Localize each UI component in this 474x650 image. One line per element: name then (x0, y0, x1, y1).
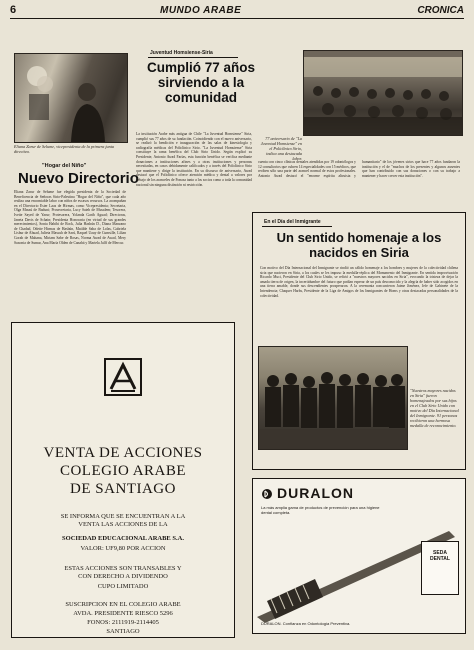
school-shares-ad (11, 322, 235, 638)
ad-quota: CUPO LIMITADO (97, 583, 149, 590)
center-body: La institución Árabe más antigua de Chile "La Juventud Homsiense" Siria, cumplió sus 77 años de su fundación. Coincidiendo con el nuevo aniversario, se realizó la bendición e inauguración de las salas de kinesiología y radiografía médicas del Policlínico Sirio. "La Juventud Homsiense" Siria constituye la rama benéfica del Club Sirio Unido. Según explicó su Presidente, Antonio Awad Farías, esta función benéfica se verifica mediante donaciones a instituciones afines y a otras instituciones y personas necesitadas, en casos debidamente calificados y a través del Policlínico Sirio que mantiene y dirige la institución. En su discurso de aniversario, Awad destacó que el Policlínico ofrece atención médica y dental a valores por debajo de los aranceles de Fonasa tanto a los socios como a toda la comunidad nacional sin ninguna distinción ni restricción. (136, 132, 252, 187)
ad-address: AVDA. PRESIDENTE RIESCO 5296 (73, 610, 173, 617)
duralon-tagline: La más amplia gama de productos de prevención para una higiene dental completa. (261, 505, 380, 515)
president-photo-caption: Eliana Zarur de Selume, vicepresidenta de la primera junta directiva. (14, 144, 114, 154)
right-kicker-rule (262, 226, 332, 227)
center-body-continued: cuenta con cinco clínicas dentales atendidas por 19 odontólogos y 12 consultorios que cubren 14 especialidades con 15 médicos, que reciben sólo una parte del arancel normal de estos profesionales. Antonio Awad destacó el "enorme espíritu altruista y humanitario" de los jóvenes sirios que hace 77 años fundaron la institución y el de "muchos de los presentes y algunos ausentes que han contribuido con sus donaciones o con su trabajo a mantener y hacer crecer esta institución". (258, 160, 460, 178)
floss-label: SEDA DENTAL (430, 550, 450, 562)
ad-phones: FONOS: 2111919-2114405 (87, 619, 159, 626)
duralon-logo-icon (261, 488, 273, 500)
section-title: CRONICA (417, 5, 464, 16)
ceremony-crowd (304, 51, 462, 135)
ad-city: SANTIAGO (106, 628, 140, 635)
ad-subscription: SUSCRIPCION EN EL COLEGIO ARABE (65, 601, 181, 608)
left-body: Eliana Zarur de Selume fue elegida presidenta de la Sociedad de Beneficencia de Señoras Sirio-Palestina "Hogar del Niño", que cada año realiza una encomiable labor con niños de escasos recursos. La acompañan en el Directorio Ester Laas de Hirmas, como Vicepresidenta; Secretaria, Olga Massú de Baduni; Prosecretaria, Lucy Saieh de Musalem; Tesorera, Ivette Sayed de Yarur; Protesorera, Yolanda Garib Aguad; Directoras, Janeta Davis de Schain; Presidenta Honoraria (en virtud de sus grandes merecimientos), Sonia Habibi de Rock, Julia Hasbún D., Diana Manzano de Chadad, Odette Hirmas de Hasbún, Matilde Saba de Lolas, Gabriela Lisbur de Ahuad, Julieta Massuh de Sarú, Raquel Uauy de Cumsille, Lilian Gorab de Mahana, Miriam Sabe de Rosas, Norma Awad de Awad, Mery Saxonia de Sumar, Ana María Olden de Canahá y Mariela Jalff de Mercur. (14, 190, 126, 245)
right-headline: Un sentido homenaje a los nacidos en Siria (276, 230, 442, 260)
ceremony-photo (303, 50, 463, 136)
photo-figure (15, 54, 127, 142)
president-photo (14, 53, 128, 143)
ad-title-2: COLEGIO ARABE (59, 463, 187, 479)
page-header (10, 4, 464, 19)
publication-title: MUNDO ARABE (160, 5, 242, 16)
duralon-brand: DURALON (277, 485, 354, 501)
center-kicker-rule (148, 57, 238, 58)
ad-title-3: DE SANTIAGO (70, 481, 176, 497)
colegio-arabe-logo-icon (103, 357, 143, 397)
ad-info-2: ESTAS ACCIONES SON TRANSABLES Y CON DERECHO A DIVIDENDO (64, 565, 182, 580)
left-headline: Nuevo Directorio (18, 170, 139, 187)
ad-society: SOCIEDAD EDUCACIONAL ARABE S.A. (62, 535, 184, 542)
page-number: 6 (10, 4, 17, 16)
duralon-ad (252, 478, 466, 634)
ad-value: VALOR: UF9,80 POR ACCION (80, 545, 166, 552)
center-headline: Cumplió 77 años sirviendo a la comunidad (146, 60, 256, 105)
right-body: Con motivo del Día Internacional del Inmigrante se rindió un cálido homenaje a los hombres y mujeres de la colectividad chilena siria que nacieron en Siria, a los cuales se les impuso la medalla-réplica del Monumento del Inmigrante. En sentida improvisación Ricardo Muci, Presidente del Club Sirio Unido, se refirió a "nuestros mayores nacidos en Siria", evocando la tristeza de dejar la amada tierra de origen, la incertidumbre del futuro que podían esperar de un país desconocido y la alegría de haber sido acogidos en una tierra amable, donde sus descendientes prosperaron. A la ceremonia concurrieron Jaime Jiménez, Jefe de Gabinete de la Intendencia; Chaquer Harbs, Presidente de la Liga de Amigos de los Inmigrantes de Homs y otras destacadas personalidades de la colectividad. (260, 266, 458, 298)
immigrants-photo (258, 346, 408, 450)
left-kicker: "Hogar del Niño" (42, 163, 87, 169)
ad-title-1: VENTA DE ACCIONES (43, 445, 203, 461)
ad-info-1: SE INFORMA QUE SE ENCUENTRAN A LA VENTA LAS ACCIONES DE LA (60, 513, 186, 528)
dental-floss-box (421, 541, 459, 595)
center-kicker: Juventud Homsiense-Siria (150, 50, 213, 56)
ceremony-photo-caption: 77 aniversario de "La Juventud Homsiense" en el Policlínico Sirio, indica una destacada labor. (260, 136, 302, 161)
immigrants-photo-caption: "Nuestros mayores nacidos en Siria" fueron homenajeados por sus hijos en el Club Sirio Unido con motivo del Día Internacional del Inmigrante. 91 personas recibieron una hermosa medalla de reconocimiento. (410, 388, 459, 428)
right-kicker: En el Día del Inmigrante (264, 219, 321, 225)
immigrants-group (259, 347, 407, 449)
duralon-footer: DURALON. Confianza en Odontología Preventiva. (261, 621, 351, 626)
